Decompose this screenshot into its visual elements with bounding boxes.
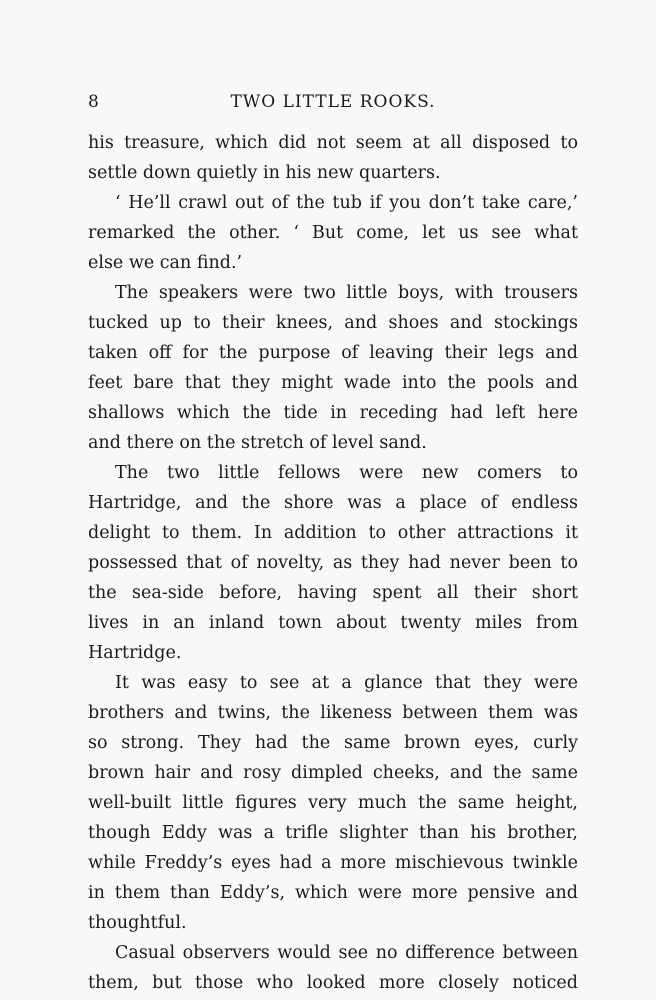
- text-line: delight to them. In addition to other attractions it: [88, 523, 578, 543]
- text-line: shallows which the tide in receding had left here: [88, 403, 578, 423]
- text-line: ‘ He’ll crawl out of the tub if you don’t take care,’: [115, 193, 578, 213]
- text-line: The two little fellows were new comers to: [115, 463, 578, 483]
- text-line: The speakers were two little boys, with trousers: [115, 283, 578, 303]
- running-title: TWO LITTLE ROOKS.: [230, 92, 436, 112]
- text-line: while Freddy’s eyes had a more mischievous twinkle: [88, 853, 578, 873]
- text-line: well-built little figures very much the same height,: [88, 793, 578, 813]
- text-line: taken off for the purpose of leaving their legs and: [88, 343, 578, 363]
- text-line: possessed that of novelty, as they had never been to: [88, 553, 578, 573]
- text-line: and there on the stretch of level sand.: [88, 433, 427, 453]
- body-text: [88, 128, 578, 998]
- text-line: his treasure, which did not seem at all disposed to: [88, 133, 578, 153]
- text-line: thoughtful.: [88, 913, 187, 933]
- text-line: Casual observers would see no difference between: [115, 943, 578, 963]
- text-line: remarked the other. ‘ But come, let us see what: [88, 223, 578, 243]
- text-line: tucked up to their knees, and shoes and stockings: [88, 313, 578, 333]
- text-line: Hartridge, and the shore was a place of endless: [88, 493, 578, 513]
- text-line: else we can find.’: [88, 253, 243, 273]
- text-line: though Eddy was a trifle slighter than his brother,: [88, 823, 578, 843]
- text-line: them, but those who looked more closely noticed: [88, 973, 578, 993]
- text-line: It was easy to see at a glance that they were: [115, 673, 578, 693]
- text-line: in them than Eddy’s, which were more pensive and: [88, 883, 578, 903]
- text-line: settle down quietly in his new quarters.: [88, 163, 441, 183]
- text-line: so strong. They had the same brown eyes, curly: [88, 733, 578, 753]
- text-line: lives in an inland town about twenty miles from: [88, 613, 578, 633]
- text-line: Hartridge.: [88, 643, 182, 663]
- text-line: brown hair and rosy dimpled cheeks, and the same: [88, 763, 578, 783]
- text-line: brothers and twins, the likeness between them was: [88, 703, 578, 723]
- text-line: feet bare that they might wade into the pools and: [88, 373, 578, 393]
- text-line: the sea-side before, having spent all their short: [88, 583, 578, 603]
- page-number: 8: [88, 92, 100, 112]
- page-header: [88, 92, 578, 116]
